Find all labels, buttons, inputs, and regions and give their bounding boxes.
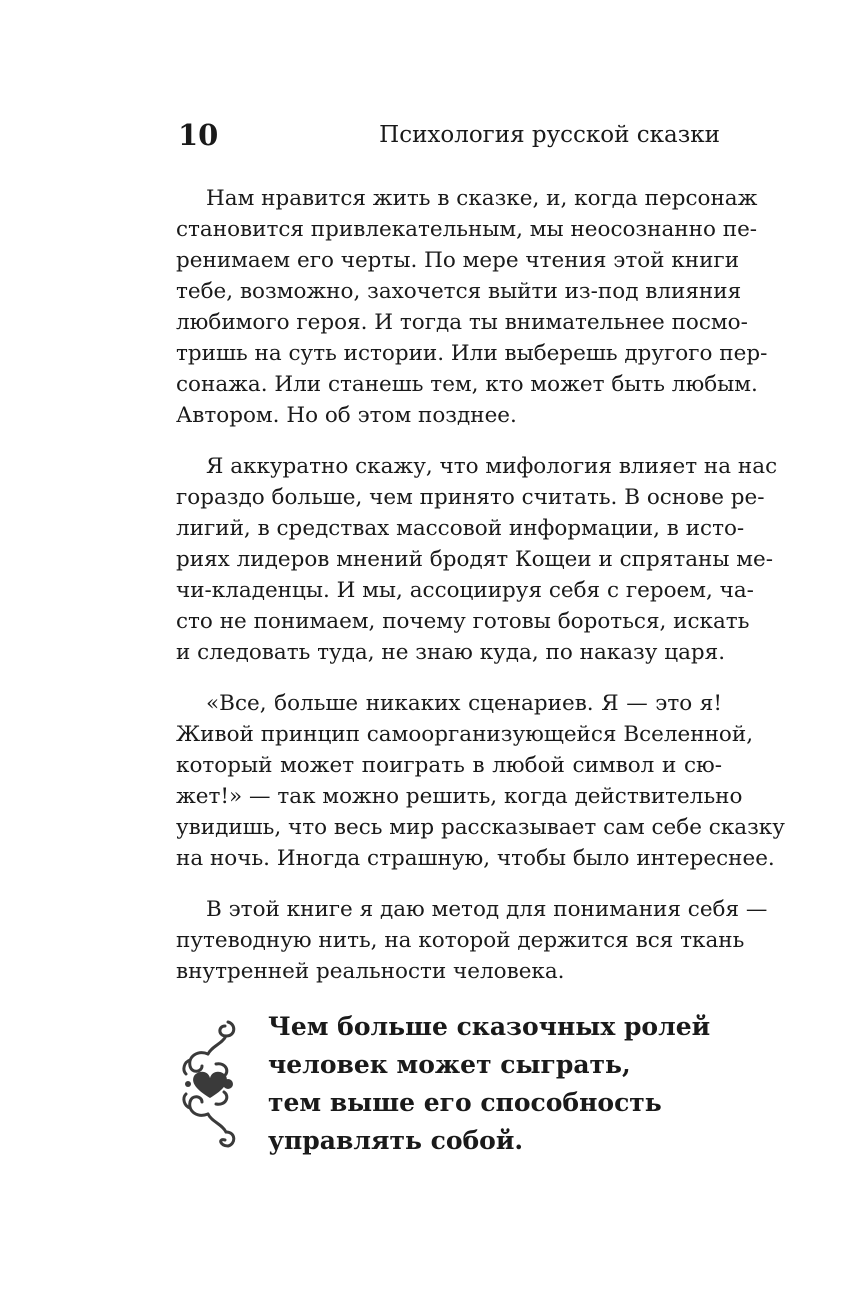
callout-text [268, 1008, 710, 1160]
text-line: риях лидеров мнений бродят Кощеи и спрятаны ме- [176, 547, 774, 572]
callout-line: Чем больше сказочных ролей [268, 1012, 711, 1041]
text-line: Автором. Но об этом позднее. [176, 403, 517, 428]
text-line: на ночь. Иногда страшную, чтобы было интереснее. [176, 846, 775, 871]
text-line: Живой принцип самоорганизующейся Вселенной, [176, 722, 754, 747]
paragraph-1 [176, 183, 768, 431]
text-line: лигий, в средствах массовой информации, в исто- [176, 516, 745, 541]
text-line: В этой книге я даю метод для понимания себя — [206, 897, 768, 922]
text-line: сто не понимаем, почему готовы бороться, искать [176, 609, 750, 634]
text-line: любимого героя. И тогда ты внимательнее посмо- [176, 310, 748, 335]
floral-scroll-ornament-icon [176, 1014, 240, 1154]
body-text [176, 183, 785, 1007]
paragraph-3 [176, 688, 785, 874]
callout-line: человек может сыграть, [268, 1050, 631, 1079]
text-line: Нам нравится жить в сказке, и, когда персонаж [206, 186, 758, 211]
page-number: 10 [178, 118, 219, 152]
running-title: Психология русской сказки [379, 122, 720, 148]
text-line: увидишь, что весь мир рассказывает сам себе сказку [176, 815, 785, 840]
text-line: чи-кладенцы. И мы, ассоциируя себя с героем, ча- [176, 578, 754, 603]
text-line: путеводную нить, на которой держится вся ткань [176, 928, 745, 953]
text-line: Я аккуратно скажу, что мифология влияет на нас [206, 454, 778, 479]
text-line: гораздо больше, чем принято считать. В основе ре- [176, 485, 765, 510]
text-line: внутренней реальности человека. [176, 959, 565, 984]
text-line: и следовать туда, не знаю куда, по наказу царя. [176, 640, 726, 665]
text-line: ренимаем его черты. По мере чтения этой книги [176, 248, 740, 273]
paragraph-2 [176, 451, 778, 668]
text-line: становится привлекательным, мы неосознанно пе- [176, 217, 758, 242]
text-line: сонажа. Или станешь тем, кто может быть любым. [176, 372, 758, 397]
text-line: «Все, больше никаких сценариев. Я — это я! [206, 691, 722, 716]
callout-quote [176, 1008, 722, 1168]
callout-line: тем выше его способность [268, 1088, 662, 1117]
text-line: тришь на суть истории. Или выберешь другого пер- [176, 341, 768, 366]
text-line: который может поиграть в любой символ и сю- [176, 753, 722, 778]
paragraph-4 [176, 894, 768, 987]
callout-line: управлять собой. [268, 1126, 524, 1155]
text-line: жет!» — так можно решить, когда действительно [176, 784, 743, 809]
text-line: тебе, возможно, захочется выйти из-под влияния [176, 279, 742, 304]
